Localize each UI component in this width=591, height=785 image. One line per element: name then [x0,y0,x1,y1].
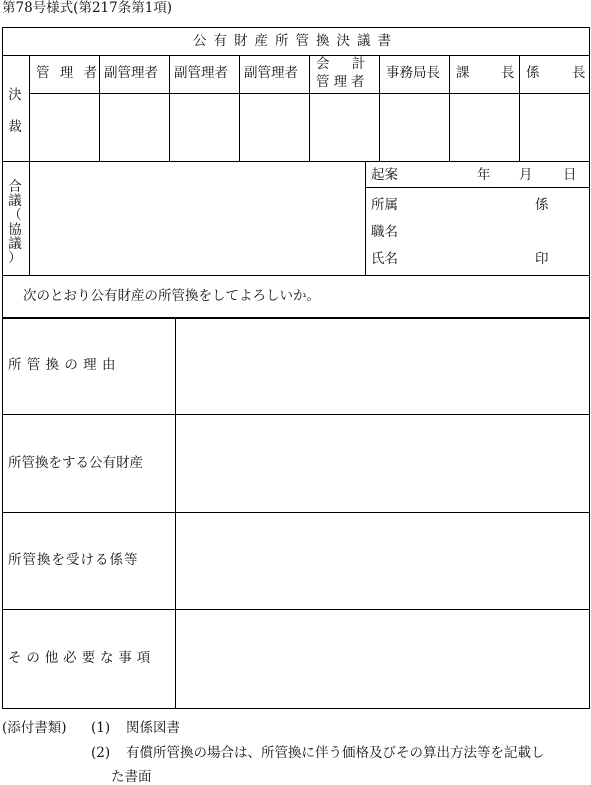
intro-text: 次のとおり公有財産の所管換をしてよろしいか。 [23,288,320,304]
attachment-2-text: 有償所管換の場合は、所管換に伴う価格及びその算出方法等を記載し [126,745,545,761]
consult-side-label: 合 議 （ 協 議 ） [8,179,22,266]
attachment-2-no: (2) [91,745,111,761]
role-manager: 管 理 者 [36,65,101,81]
section-label: 係 [535,197,549,213]
form-title: 公有財産所管換決議書 [193,33,398,49]
affiliation-label: 所属 [371,197,398,213]
role-subsection-chief-1: 係 [526,65,540,81]
role-section-chief-2: 長 [501,65,515,81]
seal-label: 印 [535,251,549,267]
name-label: 氏名 [371,251,398,267]
draft-month-label: 月 [519,167,533,183]
attachment-1-text: 関係図書 [126,720,180,736]
approval-side-label: 決 裁 [8,87,22,135]
row-label-other: そ の 他 必 要 な 事 項 [8,650,151,666]
role-deputy-2: 副管理者 [174,65,228,81]
role-section-chief-1: 課 [456,65,470,81]
row-label-property: 所管換をする公有財産 [8,455,143,471]
row-label-reason: 所 管 換 の 理 由 [8,357,116,373]
role-deputy-1: 副管理者 [104,65,158,81]
attachment-2-text-cont: た書面 [111,769,152,785]
row-label-receiving: 所管換を受ける係等 [8,552,139,568]
draft-day-label: 日 [563,167,577,183]
position-label: 職名 [371,224,398,240]
role-accounting: 会 計 [316,56,366,72]
attachments-label: (添付書類) [2,720,67,736]
role-deputy-3: 副管理者 [244,65,298,81]
form-number: 第78号様式(第217条第1項) [2,0,173,16]
draft-year-label: 年 [477,167,491,183]
draft-label: 起案 [371,167,398,183]
role-subsection-chief-2: 長 [572,65,586,81]
role-accounting-manager: 管理者 [316,74,369,90]
role-secretary-general: 事務局長 [386,65,440,81]
attachment-1-no: (1) [91,720,111,736]
